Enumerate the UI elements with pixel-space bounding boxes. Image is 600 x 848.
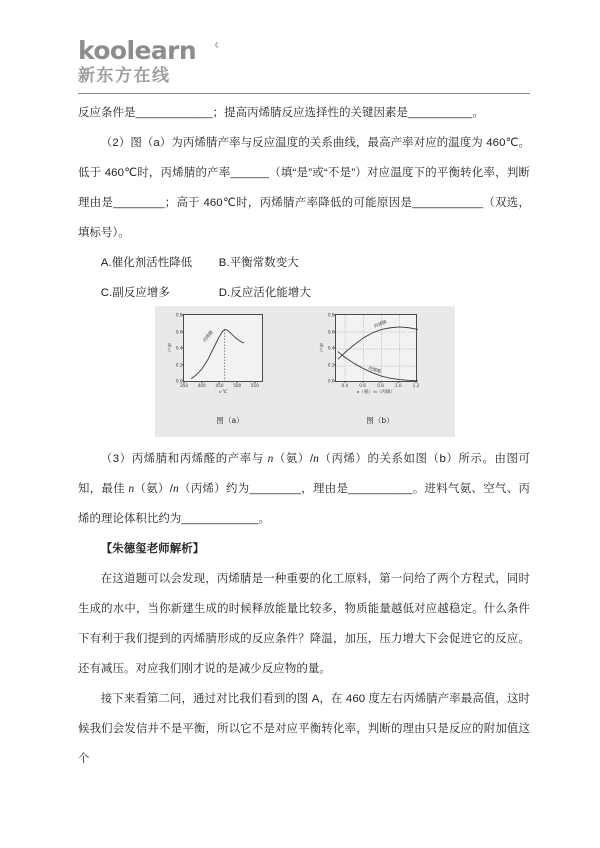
chart-b bbox=[305, 306, 455, 410]
option-c: C.副反应增多 bbox=[100, 287, 170, 299]
header-divider bbox=[78, 93, 530, 94]
logo-text-en: koolearn bbox=[78, 36, 197, 65]
option-b: B.平衡常数变大 bbox=[218, 257, 299, 269]
question-part-2: （2）图（a）为丙烯腈产率与反应温度的关系曲线，最高产率对应的温度为 460℃。低于 460℃时，丙烯腈的产率______（填“是”或“不是”）对应温度下的平衡转化率，判断理由是________；高于 460℃时，丙烯腈产率降低的可能原因是___________（双选，填标号）。 bbox=[78, 137, 530, 239]
chart-b-xlabel: n（氨）/n（丙烯） bbox=[356, 389, 396, 394]
part3-n-1: n bbox=[267, 453, 274, 465]
chart-b-xtick-4: 1.2 bbox=[412, 382, 420, 388]
chart-b-ytick-4: 0.8 bbox=[327, 312, 335, 318]
chart-a-ytick-0: 0.0 bbox=[175, 378, 183, 384]
chart-b-ytick-3: 0.6 bbox=[327, 329, 335, 334]
part3-n-2: n bbox=[313, 453, 319, 465]
part3-mid-1: （氨）/ bbox=[273, 453, 314, 465]
chart-b-ylabel: 产率 bbox=[319, 343, 325, 353]
chart-a-ytick-4: 0.8 bbox=[175, 312, 183, 318]
figure-image bbox=[155, 306, 455, 437]
figure-captions bbox=[155, 410, 455, 437]
chart-a-plot-area bbox=[167, 312, 263, 394]
part3-pre: （3）丙烯腈和丙烯醛的产率与 bbox=[100, 453, 268, 465]
chart-a-xlabel: t/℃ bbox=[219, 389, 227, 394]
chart-a bbox=[155, 306, 305, 410]
chart-b-xtick-2: 0.8 bbox=[377, 382, 384, 388]
page-header bbox=[78, 35, 530, 90]
part3-n-3: n bbox=[128, 483, 135, 495]
option-d: D.反应活化能增大 bbox=[218, 287, 311, 299]
part3-n-4: n bbox=[173, 483, 179, 495]
chart-a-xtick-3: 500 bbox=[233, 382, 242, 388]
chart-b-xtick-3: 1.0 bbox=[394, 382, 402, 388]
logo-caret-icon: ‹ bbox=[212, 35, 221, 54]
analysis-paragraph-2: 接下来看第二问，通过对比我们看到的图 A，在 460 度左右丙烯腈产率最高值，这时候我们会发信并不是平衡，所以它不是对应平衡转化率，判断的理由只是反应的附加值这个 bbox=[78, 693, 530, 765]
question-line-1: 反应条件是____________；提高丙烯腈反应选择性的关键因素是__________。 bbox=[78, 107, 484, 119]
chart-a-curves bbox=[184, 315, 264, 383]
koolearn-logo bbox=[78, 35, 258, 90]
option-a: A.催化剂活性降低 bbox=[100, 257, 193, 269]
charts-row bbox=[155, 306, 455, 410]
analysis-heading: 【朱德玺老师解析】 bbox=[100, 543, 205, 555]
analysis-paragraph-1: 在这道题可以会发现，丙烯腈是一种重要的化工原料，第一问给了两个方程式，同时生成的水中，当你新建生成的时候释放能量比较多，物质能量越低对应越稳定。什么条件下有利于我们提到的丙烯腈形成的反应条件？降温，加压，压力增大下会促进它的反应。还有减压。对应我们刚才说的是减少反应物的量。 bbox=[78, 573, 530, 675]
chart-b-plot-area bbox=[319, 312, 420, 394]
chart-a-ytick-2: 0.4 bbox=[175, 345, 183, 351]
question-part-3 bbox=[78, 444, 530, 534]
chart-a-xtick-4: 550 bbox=[250, 382, 259, 388]
caption-figure-a: 图（a） bbox=[216, 416, 244, 425]
part3-mid-2: （丙烯）的关系如图（b）所示。由图可知，最佳 bbox=[78, 453, 530, 495]
options-row-2 bbox=[78, 278, 530, 308]
chart-a-xtick-1: 400 bbox=[197, 382, 206, 388]
chart-b-curve-label-acrolein: 丙烯醛 bbox=[367, 365, 382, 375]
chart-a-xtick-0: 350 bbox=[180, 382, 188, 388]
chart-a-curve-label-acrylonitrile: 丙烯腈 bbox=[202, 329, 215, 343]
logo-text-cn: 新东方在线 bbox=[78, 66, 171, 85]
chart-a-ylabel: 产率 bbox=[167, 343, 173, 353]
chart-a-xtick-2: 450 bbox=[215, 382, 224, 388]
options-row-1 bbox=[78, 248, 530, 278]
chart-b-ytick-2: 0.4 bbox=[327, 345, 335, 351]
chart-b-curves bbox=[336, 315, 418, 383]
caption-figure-b: 图（b） bbox=[366, 416, 394, 425]
chart-b-ytick-0: 0.0 bbox=[327, 378, 335, 384]
chart-a-ytick-3: 0.6 bbox=[175, 329, 183, 334]
chart-b-ytick-1: 0.2 bbox=[327, 362, 335, 367]
chart-b-xtick-0: 0.4 bbox=[341, 382, 349, 388]
part3-mid-3: （氨）/ bbox=[134, 483, 174, 495]
part3-tail: （丙烯）约为________，理由是__________。进料气氨、空气、丙烯的理论体积比约为____________。 bbox=[78, 483, 530, 525]
chart-b-xtick-1: 0.6 bbox=[359, 382, 366, 388]
chart-b-curve-label-acrylonitrile: 丙烯腈 bbox=[372, 319, 387, 329]
chart-a-ytick-1: 0.2 bbox=[175, 362, 183, 367]
